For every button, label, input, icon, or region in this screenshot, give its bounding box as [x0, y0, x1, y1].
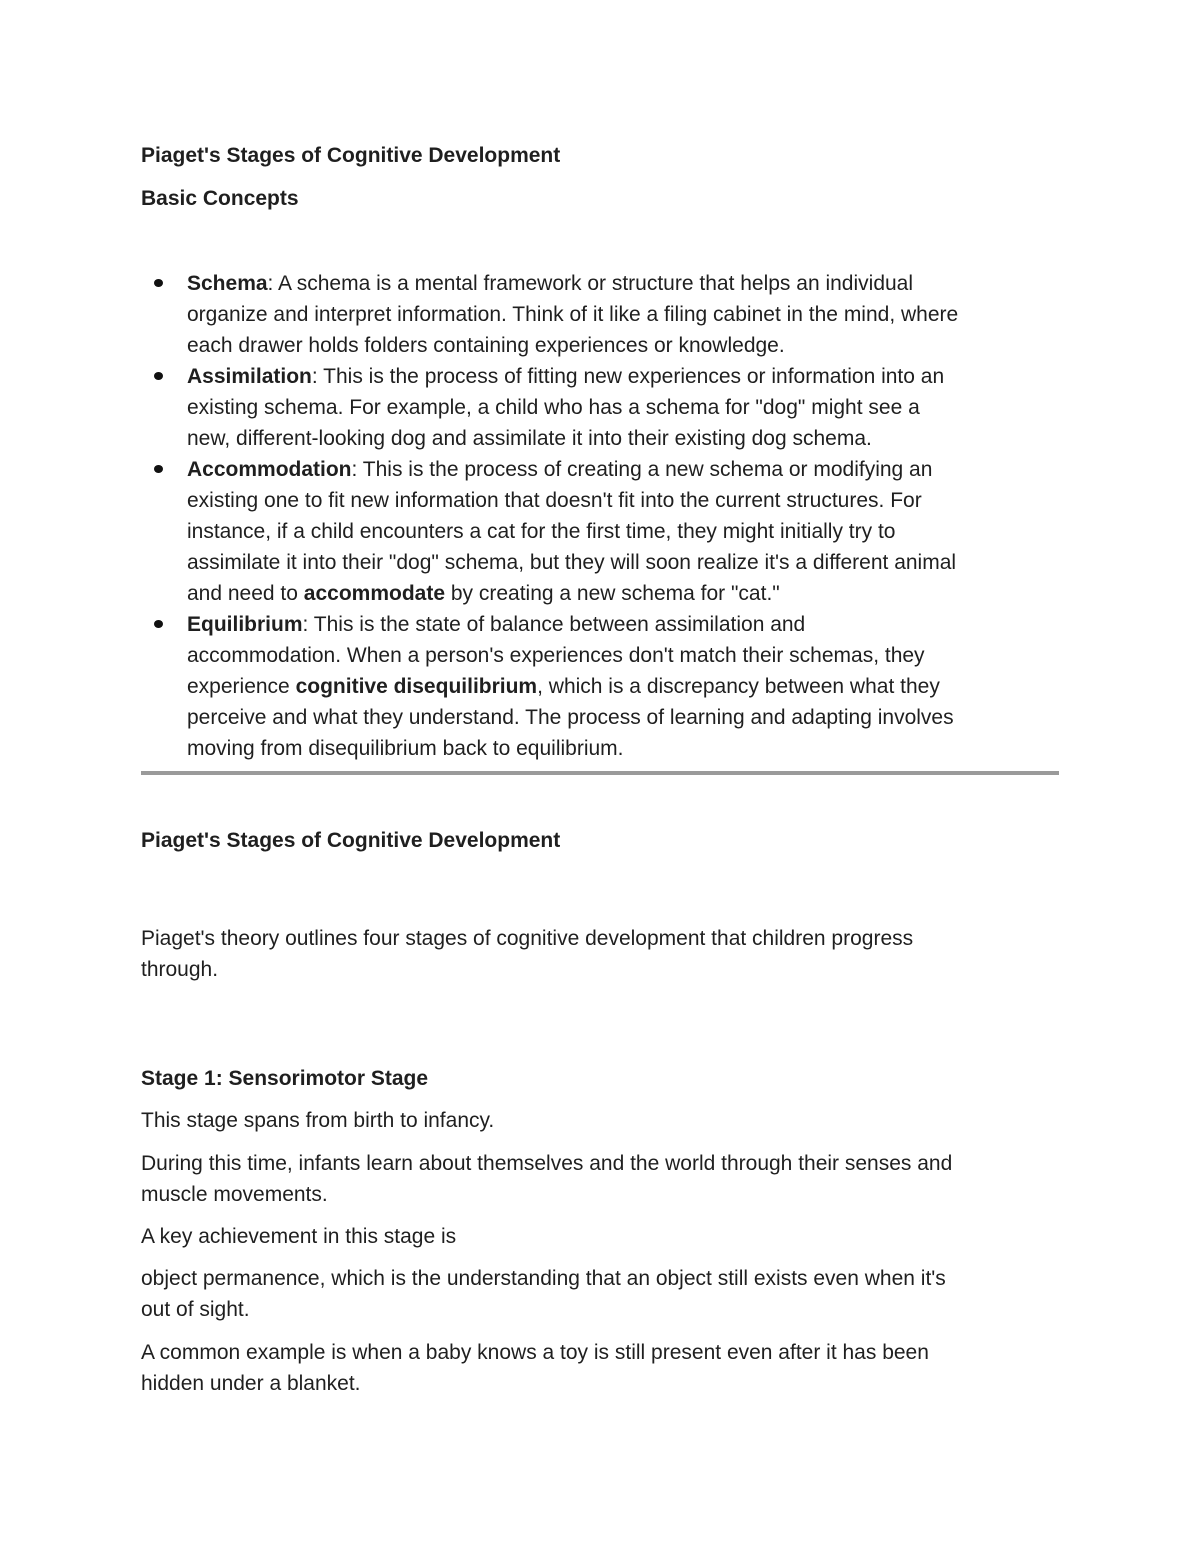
list-line — [187, 609, 1061, 640]
list-line: existing schema. For example, a child who has a schema for "dog" might see a — [187, 396, 920, 419]
section-heading-basic-concepts: Basic Concepts — [141, 187, 299, 210]
list-line: assimilate it into their "dog" schema, but they will soon realize it's a different animal — [187, 551, 957, 574]
intro-paragraph-line: through. — [141, 958, 219, 981]
bullet-icon — [154, 620, 163, 628]
horizontal-divider — [141, 771, 1059, 775]
list-line — [187, 671, 1061, 702]
term-equilibrium: Equilibrium — [187, 613, 303, 636]
definition-text: : This is the state of balance between assimilation and — [302, 613, 806, 636]
text-fragment: experience — [187, 675, 296, 698]
bold-term-accommodate: accommodate — [303, 582, 445, 605]
page-title: Piaget's Stages of Cognitive Development — [141, 144, 561, 167]
term-schema: Schema — [187, 272, 268, 295]
stage-1-paragraph: hidden under a blanket. — [141, 1372, 361, 1395]
document-page — [141, 0, 1061, 1553]
term-assimilation: Assimilation — [187, 365, 312, 388]
list-line: perceive and what they understand. The process of learning and adapting involves — [187, 706, 954, 729]
list-line: existing one to fit new information that doesn't fit into the current structures. For — [187, 489, 922, 512]
list-line — [187, 454, 1061, 485]
list-line: moving from disequilibrium back to equilibrium. — [187, 737, 624, 760]
list-line: organize and interpret information. Think of it like a filing cabinet in the mind, where — [187, 303, 959, 326]
intro-paragraph-line: Piaget's theory outlines four stages of cognitive development that children progress — [141, 927, 914, 950]
stage-1-paragraph: muscle movements. — [141, 1183, 328, 1206]
list-line — [187, 268, 1061, 299]
stage-1-paragraph: out of sight. — [141, 1298, 250, 1321]
list-line: instance, if a child encounters a cat for the first time, they might initially try to — [187, 520, 896, 543]
definition-text: : This is the process of fitting new experiences or information into an — [311, 365, 945, 388]
stage-1-paragraph: object permanence, which is the understanding that an object still exists even when it's — [141, 1267, 946, 1290]
list-line: each drawer holds folders containing experiences or knowledge. — [187, 334, 785, 357]
bold-term-cognitive-disequilibrium: cognitive disequilibrium — [295, 675, 538, 698]
bullet-icon — [154, 279, 163, 287]
term-accommodation: Accommodation — [187, 458, 352, 481]
definition-text: : A schema is a mental framework or structure that helps an individual — [267, 272, 914, 295]
list-line: new, different-looking dog and assimilate it into their existing dog schema. — [187, 427, 872, 450]
stage-1-paragraph: A key achievement in this stage is — [141, 1225, 457, 1248]
list-line — [187, 578, 1061, 609]
bullet-icon — [154, 465, 163, 473]
list-item-accommodation — [141, 454, 1061, 609]
definition-text: : This is the process of creating a new schema or modifying an — [351, 458, 933, 481]
concept-list — [141, 268, 1061, 764]
stage-1-paragraph: A common example is when a baby knows a toy is still present even after it has been — [141, 1341, 929, 1364]
stage-1-paragraph: This stage spans from birth to infancy. — [141, 1109, 495, 1132]
stage-1-paragraph: During this time, infants learn about themselves and the world through their senses and — [141, 1152, 953, 1175]
section-heading-stages: Piaget's Stages of Cognitive Development — [141, 829, 561, 852]
list-item-schema — [141, 268, 1061, 361]
text-fragment: by creating a new schema for "cat." — [445, 582, 780, 605]
list-item-equilibrium — [141, 609, 1061, 764]
stage-1-heading: Stage 1: Sensorimotor Stage — [141, 1067, 429, 1090]
text-fragment: and need to — [187, 582, 304, 605]
list-line — [187, 361, 1061, 392]
list-line: accommodation. When a person's experiences don't match their schemas, they — [187, 644, 925, 667]
list-item-assimilation — [141, 361, 1061, 454]
text-fragment: , which is a discrepancy between what they — [537, 675, 940, 698]
bullet-icon — [154, 372, 163, 380]
